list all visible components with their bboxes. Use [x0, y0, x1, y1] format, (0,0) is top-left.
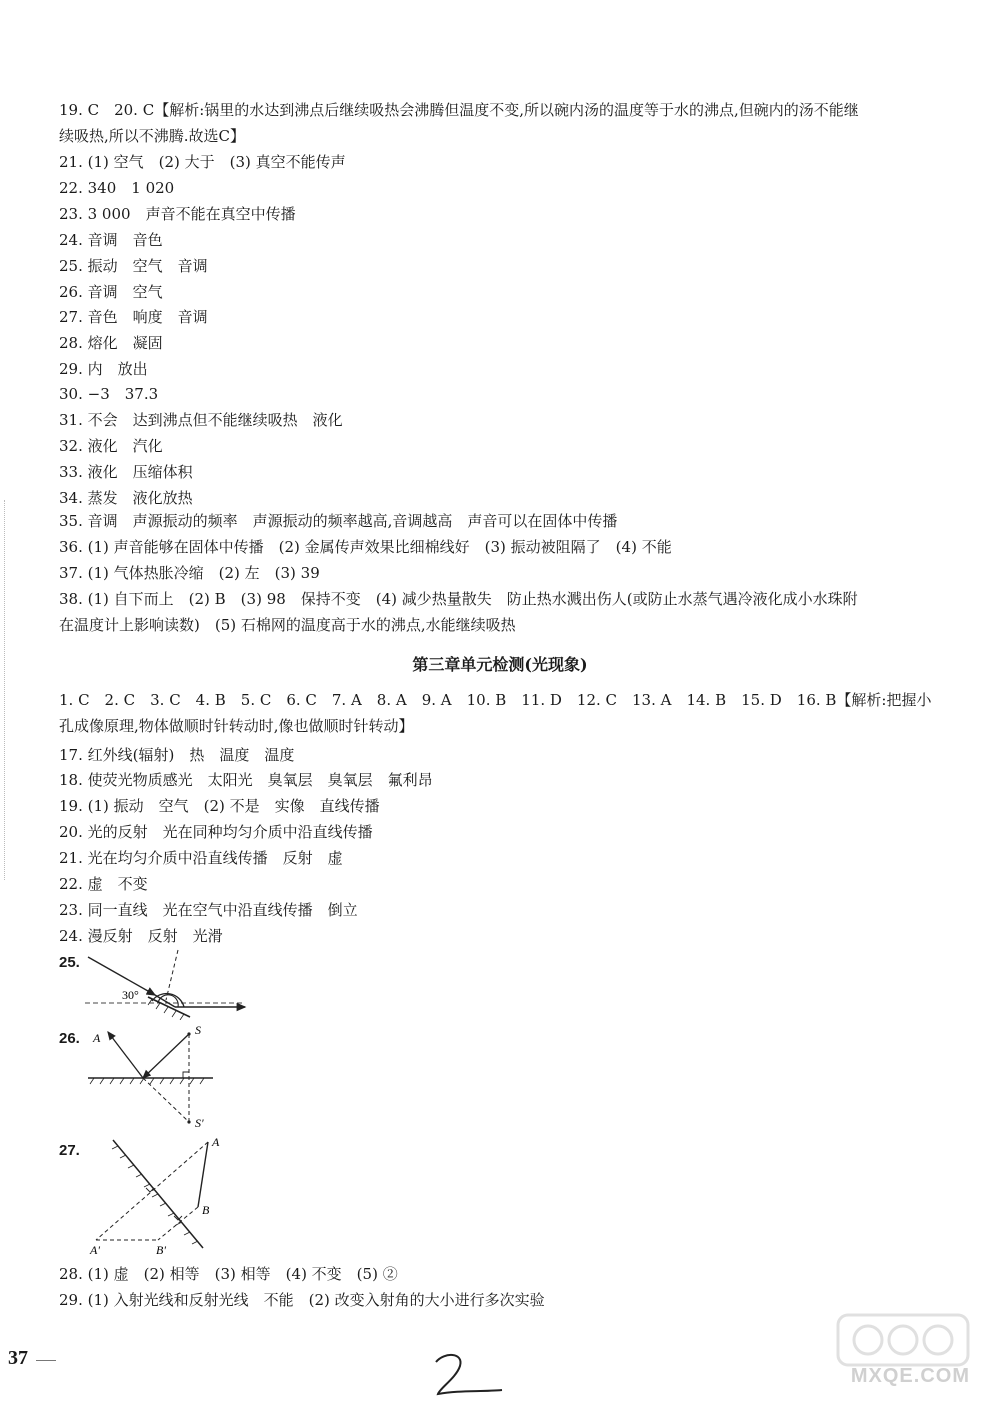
answer-line: 30. −3 37.3 — [59, 385, 159, 403]
q27-label: 27. — [59, 1142, 80, 1159]
q27-diagram — [88, 1130, 238, 1260]
page-number: 37 — [8, 1347, 28, 1369]
page-number-rule — [36, 1360, 56, 1361]
q26-label: 26. — [59, 1030, 80, 1047]
answer-line: 38. (1) 自下而上 (2) B (3) 98 保持不变 (4) 减少热量散失 防止热水溅出伤人(或防止水蒸气遇冷液化成小水珠附 — [59, 590, 858, 608]
q25-diagram — [80, 945, 260, 1020]
answer-line: 36. (1) 声音能够在固体中传播 (2) 金属传声效果比细棉线好 (3) 振动被阻隔了 (4) 不能 — [59, 538, 672, 556]
answer-line: 28. (1) 虚 (2) 相等 (3) 相等 (4) 不变 (5) ② — [59, 1265, 398, 1283]
answer-line: 23. 同一直线 光在空气中沿直线传播 倒立 — [59, 901, 358, 919]
answer-line: 21. 光在均匀介质中沿直线传播 反射 虚 — [59, 849, 343, 867]
answer-line: 24. 音调 音色 — [59, 231, 163, 249]
answer-line: 19. (1) 振动 空气 (2) 不是 实像 直线传播 — [59, 797, 380, 815]
answer-line: 32. 液化 汽化 — [59, 437, 163, 455]
answer-line: 28. 熔化 凝固 — [59, 334, 163, 352]
q26-diagram — [88, 1022, 228, 1142]
answer-line: 35. 音调 声源振动的频率 声源振动的频率越高,音调越高 声音可以在固体中传播 — [59, 512, 618, 530]
margin-dots — [4, 500, 6, 880]
answer-line: 19. C 20. C【解析:锅里的水达到沸点后继续吸热会沸腾但温度不变,所以碗内汤的温度等于水的沸点,但碗内的汤不能继 — [59, 101, 859, 119]
q26-point-s-prime: S' — [195, 1116, 204, 1130]
answer-line: 29. (1) 入射光线和反射光线 不能 (2) 改变入射角的大小进行多次实验 — [59, 1291, 545, 1309]
answer-line: 在温度计上影响读数) (5) 石棉网的温度高于水的沸点,水能继续吸热 — [59, 616, 516, 634]
answer-line: 23. 3 000 声音不能在真空中传播 — [59, 205, 296, 223]
answer-line: 18. 使荧光物质感光 太阳光 臭氧层 臭氧层 氟利昂 — [59, 771, 433, 789]
answer-line: 22. 340 1 020 — [59, 179, 175, 197]
q27-point-b-prime: B' — [156, 1243, 166, 1257]
answer-line: 20. 光的反射 光在同种均匀介质中沿直线传播 — [59, 823, 373, 841]
answer-line: 17. 红外线(辐射) 热 温度 温度 — [59, 746, 295, 764]
answer-line: 31. 不会 达到沸点但不能继续吸热 液化 — [59, 411, 343, 429]
answer-line: 33. 液化 压缩体积 — [59, 463, 193, 481]
q25-angle: 30° — [122, 988, 139, 1002]
answer-line: 26. 音调 空气 — [59, 283, 163, 301]
answer-line: 21. (1) 空气 (2) 大于 (3) 真空不能传声 — [59, 153, 346, 171]
answer-line: 27. 音色 响度 音调 — [59, 308, 208, 326]
section-title: 第三章单元检测(光现象) — [412, 655, 588, 674]
q26-point-s: S — [195, 1023, 201, 1037]
answer-line: 24. 漫反射 反射 光滑 — [59, 927, 223, 945]
answer-line: 孔成像原理,物体做顺时针转动时,像也做顺时针转动】 — [59, 717, 414, 735]
handwritten-two — [430, 1350, 510, 1400]
q27-point-a: A — [212, 1135, 220, 1149]
answer-line: 1. C 2. C 3. C 4. B 5. C 6. C 7. A 8. A 9. A 10. B 11. D 12. C 13. A 14. B 15. D 16. B【解析:把握小 — [59, 691, 932, 709]
q27-point-a-prime: A' — [90, 1243, 100, 1257]
q27-point-b: B — [202, 1203, 210, 1217]
q26-point-a: A — [93, 1031, 101, 1045]
answer-line: 续吸热,所以不沸腾.故选C】 — [59, 127, 246, 145]
answer-line: 29. 内 放出 — [59, 360, 148, 378]
answer-line: 25. 振动 空气 音调 — [59, 257, 208, 275]
watermark-text: MXQE.COM — [850, 1365, 970, 1387]
answer-line: 34. 蒸发 液化放热 — [59, 489, 193, 507]
q25-label: 25. — [59, 954, 80, 971]
answer-line: 22. 虚 不变 — [59, 875, 148, 893]
answer-line: 37. (1) 气体热胀冷缩 (2) 左 (3) 39 — [59, 564, 320, 582]
